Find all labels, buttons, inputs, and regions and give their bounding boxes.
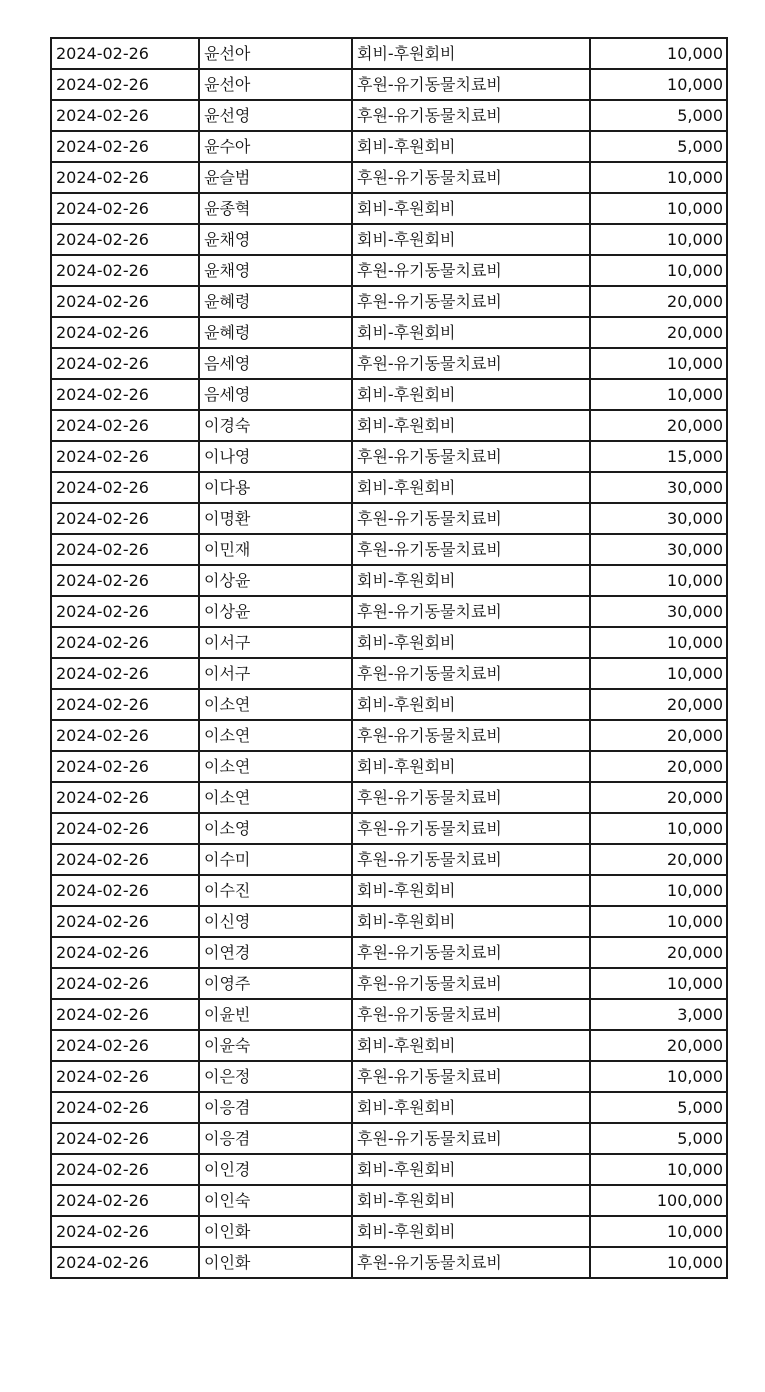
name-cell: 윤선아 <box>199 69 352 100</box>
table-row <box>51 1030 727 1061</box>
donation-table-body <box>51 38 727 1278</box>
table-row <box>51 1092 727 1123</box>
category-cell: 회비-후원회비 <box>352 131 590 162</box>
category-cell: 회비-후원회비 <box>352 410 590 441</box>
table-row <box>51 875 727 906</box>
date-cell: 2024-02-26 <box>51 441 199 472</box>
name-cell: 이신영 <box>199 906 352 937</box>
category-cell: 회비-후원회비 <box>352 906 590 937</box>
category-cell: 후원-유기동물치료비 <box>352 968 590 999</box>
amount-cell: 100,000 <box>590 1185 727 1216</box>
date-cell: 2024-02-26 <box>51 999 199 1030</box>
table-row <box>51 937 727 968</box>
name-cell: 윤혜령 <box>199 286 352 317</box>
category-cell: 후원-유기동물치료비 <box>352 1123 590 1154</box>
amount-cell: 5,000 <box>590 1123 727 1154</box>
table-row <box>51 348 727 379</box>
amount-cell: 10,000 <box>590 565 727 596</box>
table-row <box>51 565 727 596</box>
name-cell: 이경숙 <box>199 410 352 441</box>
category-cell: 후원-유기동물치료비 <box>352 1247 590 1278</box>
name-cell: 이수진 <box>199 875 352 906</box>
category-cell: 회비-후원회비 <box>352 627 590 658</box>
table-row <box>51 224 727 255</box>
name-cell: 이인경 <box>199 1154 352 1185</box>
name-cell: 이서구 <box>199 658 352 689</box>
amount-cell: 30,000 <box>590 534 727 565</box>
category-cell: 회비-후원회비 <box>352 224 590 255</box>
date-cell: 2024-02-26 <box>51 875 199 906</box>
amount-cell: 30,000 <box>590 472 727 503</box>
date-cell: 2024-02-26 <box>51 782 199 813</box>
category-cell: 후원-유기동물치료비 <box>352 782 590 813</box>
amount-cell: 10,000 <box>590 193 727 224</box>
category-cell: 후원-유기동물치료비 <box>352 658 590 689</box>
amount-cell: 20,000 <box>590 720 727 751</box>
date-cell: 2024-02-26 <box>51 906 199 937</box>
name-cell: 이소연 <box>199 720 352 751</box>
amount-cell: 10,000 <box>590 348 727 379</box>
date-cell: 2024-02-26 <box>51 410 199 441</box>
date-cell: 2024-02-26 <box>51 503 199 534</box>
amount-cell: 3,000 <box>590 999 727 1030</box>
category-cell: 후원-유기동물치료비 <box>352 503 590 534</box>
date-cell: 2024-02-26 <box>51 38 199 69</box>
table-row <box>51 782 727 813</box>
name-cell: 이인화 <box>199 1216 352 1247</box>
table-row <box>51 658 727 689</box>
category-cell: 후원-유기동물치료비 <box>352 844 590 875</box>
name-cell: 이명환 <box>199 503 352 534</box>
table-row <box>51 1154 727 1185</box>
date-cell: 2024-02-26 <box>51 1216 199 1247</box>
date-cell: 2024-02-26 <box>51 689 199 720</box>
name-cell: 윤종혁 <box>199 193 352 224</box>
date-cell: 2024-02-26 <box>51 131 199 162</box>
amount-cell: 20,000 <box>590 937 727 968</box>
table-row <box>51 627 727 658</box>
table-row <box>51 534 727 565</box>
table-row <box>51 503 727 534</box>
category-cell: 후원-유기동물치료비 <box>352 596 590 627</box>
amount-cell: 10,000 <box>590 1216 727 1247</box>
amount-cell: 30,000 <box>590 503 727 534</box>
name-cell: 이서구 <box>199 627 352 658</box>
table-row <box>51 813 727 844</box>
name-cell: 윤슬범 <box>199 162 352 193</box>
table-row <box>51 1247 727 1278</box>
amount-cell: 5,000 <box>590 1092 727 1123</box>
table-row <box>51 906 727 937</box>
date-cell: 2024-02-26 <box>51 1247 199 1278</box>
date-cell: 2024-02-26 <box>51 565 199 596</box>
amount-cell: 10,000 <box>590 627 727 658</box>
table-row <box>51 317 727 348</box>
amount-cell: 10,000 <box>590 875 727 906</box>
amount-cell: 5,000 <box>590 131 727 162</box>
donation-table <box>50 37 728 1279</box>
category-cell: 회비-후원회비 <box>352 1154 590 1185</box>
category-cell: 회비-후원회비 <box>352 689 590 720</box>
date-cell: 2024-02-26 <box>51 1092 199 1123</box>
table-row <box>51 968 727 999</box>
date-cell: 2024-02-26 <box>51 1185 199 1216</box>
category-cell: 회비-후원회비 <box>352 379 590 410</box>
name-cell: 이소연 <box>199 782 352 813</box>
table-row <box>51 162 727 193</box>
category-cell: 후원-유기동물치료비 <box>352 441 590 472</box>
category-cell: 회비-후원회비 <box>352 875 590 906</box>
table-row <box>51 844 727 875</box>
category-cell: 회비-후원회비 <box>352 317 590 348</box>
name-cell: 윤수아 <box>199 131 352 162</box>
date-cell: 2024-02-26 <box>51 286 199 317</box>
amount-cell: 10,000 <box>590 1247 727 1278</box>
category-cell: 회비-후원회비 <box>352 565 590 596</box>
date-cell: 2024-02-26 <box>51 1123 199 1154</box>
category-cell: 후원-유기동물치료비 <box>352 348 590 379</box>
amount-cell: 30,000 <box>590 596 727 627</box>
date-cell: 2024-02-26 <box>51 379 199 410</box>
name-cell: 이은정 <box>199 1061 352 1092</box>
date-cell: 2024-02-26 <box>51 720 199 751</box>
name-cell: 이민재 <box>199 534 352 565</box>
table-row <box>51 379 727 410</box>
table-row <box>51 255 727 286</box>
amount-cell: 5,000 <box>590 100 727 131</box>
table-row <box>51 689 727 720</box>
date-cell: 2024-02-26 <box>51 1030 199 1061</box>
amount-cell: 20,000 <box>590 1030 727 1061</box>
amount-cell: 20,000 <box>590 410 727 441</box>
amount-cell: 20,000 <box>590 782 727 813</box>
table-row <box>51 410 727 441</box>
category-cell: 회비-후원회비 <box>352 1185 590 1216</box>
category-cell: 후원-유기동물치료비 <box>352 162 590 193</box>
name-cell: 이윤숙 <box>199 1030 352 1061</box>
name-cell: 윤선영 <box>199 100 352 131</box>
category-cell: 후원-유기동물치료비 <box>352 937 590 968</box>
date-cell: 2024-02-26 <box>51 1154 199 1185</box>
amount-cell: 20,000 <box>590 286 727 317</box>
table-row <box>51 751 727 782</box>
amount-cell: 10,000 <box>590 69 727 100</box>
name-cell: 이응겸 <box>199 1123 352 1154</box>
date-cell: 2024-02-26 <box>51 627 199 658</box>
amount-cell: 10,000 <box>590 162 727 193</box>
name-cell: 윤선아 <box>199 38 352 69</box>
date-cell: 2024-02-26 <box>51 658 199 689</box>
date-cell: 2024-02-26 <box>51 968 199 999</box>
date-cell: 2024-02-26 <box>51 100 199 131</box>
category-cell: 회비-후원회비 <box>352 1030 590 1061</box>
category-cell: 후원-유기동물치료비 <box>352 813 590 844</box>
name-cell: 이인숙 <box>199 1185 352 1216</box>
date-cell: 2024-02-26 <box>51 69 199 100</box>
name-cell: 이소연 <box>199 689 352 720</box>
name-cell: 이윤빈 <box>199 999 352 1030</box>
category-cell: 후원-유기동물치료비 <box>352 100 590 131</box>
name-cell: 윤혜령 <box>199 317 352 348</box>
amount-cell: 15,000 <box>590 441 727 472</box>
table-row <box>51 100 727 131</box>
category-cell: 회비-후원회비 <box>352 193 590 224</box>
category-cell: 후원-유기동물치료비 <box>352 255 590 286</box>
category-cell: 후원-유기동물치료비 <box>352 286 590 317</box>
name-cell: 이소영 <box>199 813 352 844</box>
amount-cell: 20,000 <box>590 751 727 782</box>
date-cell: 2024-02-26 <box>51 534 199 565</box>
amount-cell: 10,000 <box>590 38 727 69</box>
name-cell: 이나영 <box>199 441 352 472</box>
category-cell: 회비-후원회비 <box>352 1216 590 1247</box>
name-cell: 이다용 <box>199 472 352 503</box>
date-cell: 2024-02-26 <box>51 162 199 193</box>
table-row <box>51 999 727 1030</box>
name-cell: 이응겸 <box>199 1092 352 1123</box>
name-cell: 이상윤 <box>199 565 352 596</box>
category-cell: 후원-유기동물치료비 <box>352 1061 590 1092</box>
name-cell: 이영주 <box>199 968 352 999</box>
amount-cell: 20,000 <box>590 689 727 720</box>
date-cell: 2024-02-26 <box>51 224 199 255</box>
table-row <box>51 1123 727 1154</box>
date-cell: 2024-02-26 <box>51 472 199 503</box>
category-cell: 후원-유기동물치료비 <box>352 999 590 1030</box>
name-cell: 윤채영 <box>199 255 352 286</box>
category-cell: 후원-유기동물치료비 <box>352 720 590 751</box>
date-cell: 2024-02-26 <box>51 348 199 379</box>
amount-cell: 10,000 <box>590 906 727 937</box>
category-cell: 후원-유기동물치료비 <box>352 69 590 100</box>
name-cell: 음세영 <box>199 379 352 410</box>
date-cell: 2024-02-26 <box>51 751 199 782</box>
amount-cell: 10,000 <box>590 658 727 689</box>
amount-cell: 10,000 <box>590 379 727 410</box>
amount-cell: 10,000 <box>590 1154 727 1185</box>
table-row <box>51 1061 727 1092</box>
table-row <box>51 193 727 224</box>
date-cell: 2024-02-26 <box>51 813 199 844</box>
table-row <box>51 1185 727 1216</box>
category-cell: 후원-유기동물치료비 <box>352 534 590 565</box>
category-cell: 회비-후원회비 <box>352 751 590 782</box>
category-cell: 회비-후원회비 <box>352 472 590 503</box>
table-row <box>51 720 727 751</box>
amount-cell: 10,000 <box>590 1061 727 1092</box>
category-cell: 회비-후원회비 <box>352 1092 590 1123</box>
table-row <box>51 472 727 503</box>
date-cell: 2024-02-26 <box>51 193 199 224</box>
name-cell: 이연경 <box>199 937 352 968</box>
name-cell: 이소연 <box>199 751 352 782</box>
name-cell: 음세영 <box>199 348 352 379</box>
amount-cell: 20,000 <box>590 317 727 348</box>
amount-cell: 10,000 <box>590 968 727 999</box>
date-cell: 2024-02-26 <box>51 596 199 627</box>
amount-cell: 10,000 <box>590 255 727 286</box>
table-row <box>51 596 727 627</box>
table-row <box>51 38 727 69</box>
table-row <box>51 69 727 100</box>
table-row <box>51 286 727 317</box>
table-row <box>51 131 727 162</box>
category-cell: 회비-후원회비 <box>352 38 590 69</box>
date-cell: 2024-02-26 <box>51 317 199 348</box>
table-row <box>51 1216 727 1247</box>
name-cell: 윤채영 <box>199 224 352 255</box>
name-cell: 이상윤 <box>199 596 352 627</box>
amount-cell: 10,000 <box>590 813 727 844</box>
date-cell: 2024-02-26 <box>51 937 199 968</box>
date-cell: 2024-02-26 <box>51 1061 199 1092</box>
date-cell: 2024-02-26 <box>51 255 199 286</box>
table-row <box>51 441 727 472</box>
amount-cell: 20,000 <box>590 844 727 875</box>
date-cell: 2024-02-26 <box>51 844 199 875</box>
name-cell: 이수미 <box>199 844 352 875</box>
name-cell: 이인화 <box>199 1247 352 1278</box>
amount-cell: 10,000 <box>590 224 727 255</box>
